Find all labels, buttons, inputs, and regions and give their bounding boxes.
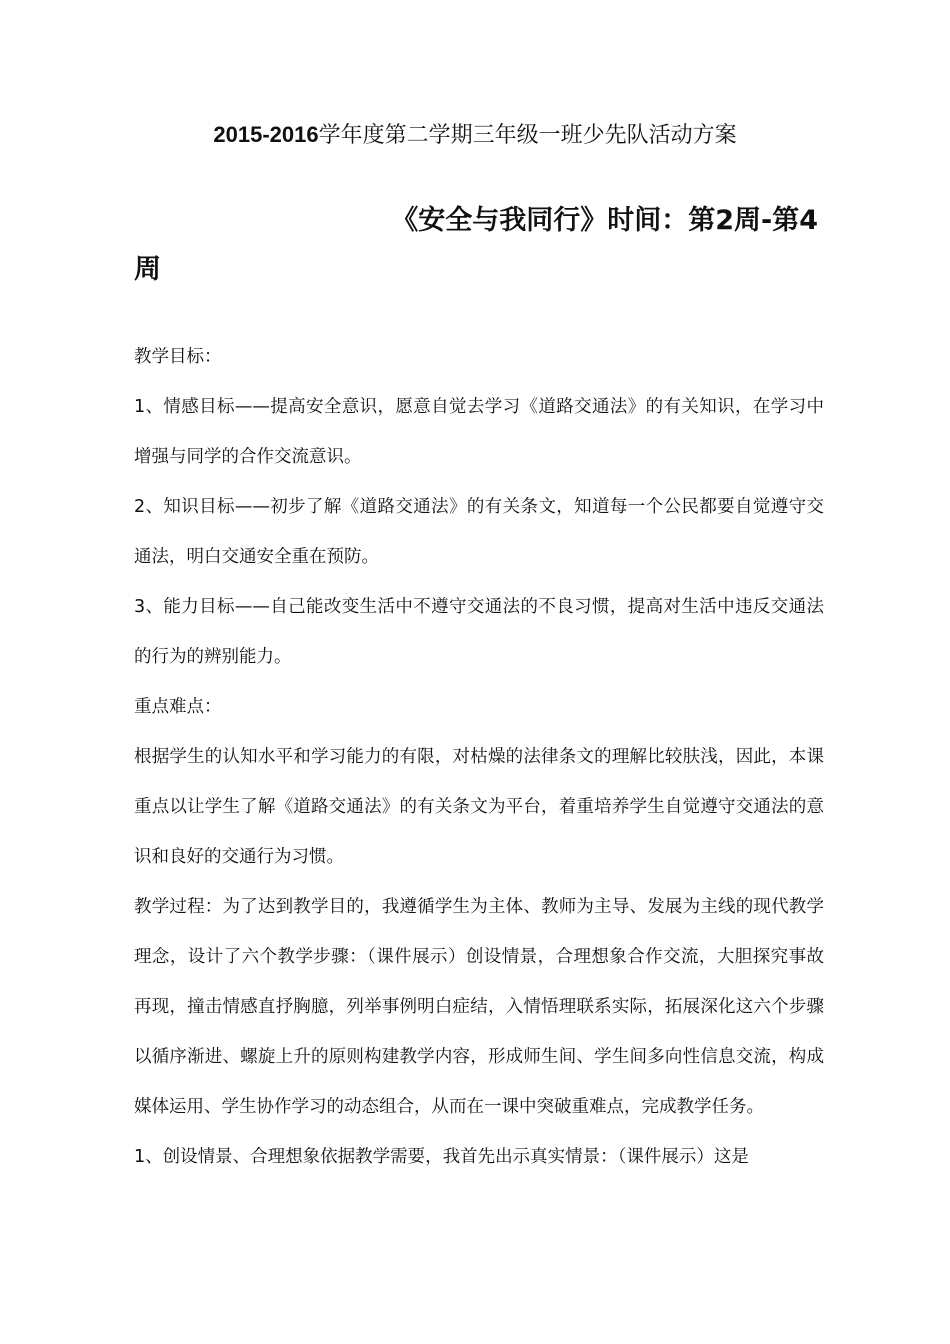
document-body [134, 332, 824, 1182]
title-text: 学年度第二学期三年级一班少先队活动方案 [318, 123, 737, 148]
heading-key-difficulties: 重点难点： [134, 697, 222, 717]
paragraph-emotional-goal: 1、情感目标——提高安全意识，愿意自觉去学习《道路交通法》的有关知识，在学习中增强与同学的合作交流意识。 [134, 397, 824, 467]
paragraph-step-one: 1、创设情景、合理想象依据教学需要，我首先出示真实情景：（课件展示）这是 [134, 1147, 749, 1167]
paragraph-teaching-process: 教学过程：为了达到教学目的，我遵循学生为主体、教师为主导、发展为主线的现代教学理念，设计了六个教学步骤：（课件展示）创设情景，合理想象合作交流，大胆探究事故再现，撞击情感直抒胸臆，列举事例明白症结，入情悟理联系实际，拓展深化这六个步骤以循序渐进、螺旋上升的原则构建教学内容，形成师生间、学生间多向性信息交流，构成媒体运用、学生协作学习的动态组合，从而在一课中突破重难点，完成教学任务。 [134, 897, 824, 1117]
paragraph-ability-goal: 3、能力目标——自己能改变生活中不遵守交通法的不良习惯，提高对生活中违反交通法的行为的辨别能力。 [134, 597, 824, 667]
activity-subtitle-continued: 周 [134, 254, 161, 285]
activity-subtitle: 《安全与我同行》时间：第2周-第4 [391, 205, 818, 236]
title-year: 2015-2016 [213, 122, 319, 147]
paragraph-key-difficulties: 根据学生的认知水平和学习能力的有限，对枯燥的法律条文的理解比较肤浅，因此，本课重点以让学生了解《道路交通法》的有关条文为平台，着重培养学生自觉遵守交通法的意识和良好的交通行为习惯。 [134, 747, 824, 867]
heading-teaching-goals: 教学目标： [134, 347, 222, 367]
document-title [0, 118, 950, 153]
paragraph-knowledge-goal: 2、知识目标——初步了解《道路交通法》的有关条文，知道每一个公民都要自觉遵守交通法，明白交通安全重在预防。 [134, 497, 824, 567]
